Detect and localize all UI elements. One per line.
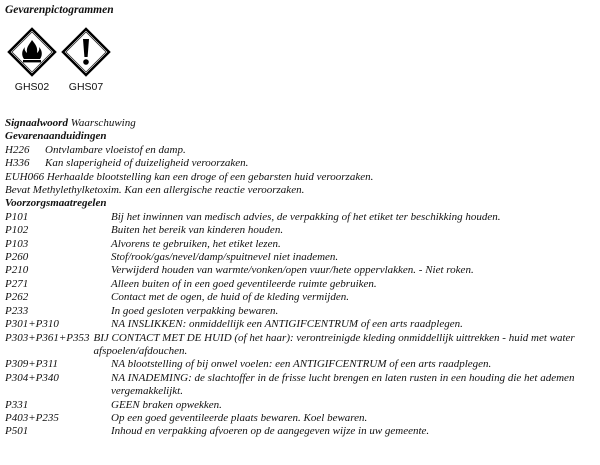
pictogram-group — [5, 27, 595, 117]
signal-word-label: Signaalwoord — [5, 117, 68, 129]
pictogram-code: GHS07 — [68, 81, 104, 93]
precaution-code: P103 — [5, 237, 29, 250]
pictogram-code: GHS02 — [14, 81, 50, 93]
precaution-text: Op een goed geventileerde plaats bewaren. Koel bewaren. — [111, 411, 368, 424]
pictogram-ghs07 — [61, 27, 111, 93]
precaution-statement — [5, 358, 595, 371]
precautions-heading: Voorzorgsmaatregelen — [5, 197, 107, 210]
precaution-code: P262 — [5, 291, 29, 304]
hazard-statement — [5, 144, 595, 157]
hazards-heading: Gevarenaanduidingen — [5, 130, 107, 143]
precaution-code: P403+P235 — [5, 411, 59, 424]
safety-label-document — [5, 4, 595, 439]
precaution-text: In goed gesloten verpakking bewaren. — [111, 304, 279, 317]
precaution-code: P260 — [5, 251, 29, 264]
precaution-code: P210 — [5, 264, 29, 277]
hazard-statement — [5, 157, 595, 170]
precaution-statement — [5, 318, 595, 331]
exclamation-mark-icon — [61, 27, 111, 77]
precaution-code: P101 — [5, 210, 29, 223]
precaution-text: Verwijderd houden van warmte/vonken/open vuur/hete oppervlakken. - Niet roken. — [111, 264, 474, 277]
precaution-code: P271 — [5, 277, 29, 290]
precaution-statement — [5, 238, 595, 251]
hazard-extra: EUH066 Herhaalde blootstelling kan een droge of een gebarsten huid veroorzaken. — [5, 170, 374, 183]
signal-word — [5, 117, 595, 130]
precaution-code: P501 — [5, 425, 29, 438]
precaution-statement — [5, 305, 595, 318]
precaution-text: BIJ CONTACT MET DE HUID (of het haar): verontreinigde kleding onmiddellijk uittrekken - huid met water afspoelen/afdouchen. — [93, 331, 575, 357]
hazard-code: H226 — [5, 143, 30, 156]
precaution-text: NA blootstelling of bij onwel voelen: een ANTIGIFCENTRUM of een arts raadplegen. — [111, 358, 492, 371]
precaution-code: P102 — [5, 224, 29, 237]
pictograms-heading: Gevarenpictogrammen — [5, 4, 114, 16]
hazard-text: Kan slaperigheid of duizeligheid veroorzaken. — [45, 157, 249, 170]
precaution-statement — [5, 399, 595, 412]
precaution-statement — [5, 291, 595, 304]
precaution-code: P233 — [5, 304, 29, 317]
pictogram-ghs02 — [7, 27, 57, 93]
precaution-text: Contact met de ogen, de huid of de kleding vermijden. — [111, 291, 349, 304]
precaution-text: NA INADEMING: de slachtoffer in de frisse lucht brengen en laten rusten in een houding die het ademen vergemakkelijkt. — [111, 371, 575, 398]
precaution-text: Inhoud en verpakking afvoeren op de aangegeven wijze in uw gemeente. — [111, 425, 430, 438]
precaution-code: P331 — [5, 398, 29, 411]
precaution-text: Bij het inwinnen van medisch advies, de verpakking of het etiket ter beschikking houden. — [111, 210, 501, 223]
precaution-statement — [5, 211, 595, 224]
precaution-code: P301+P310 — [5, 318, 59, 331]
precaution-text: NA INSLIKKEN: onmiddellijk een ANTIGIFCENTRUM of een arts raadplegen. — [111, 318, 463, 331]
precaution-code: P309+P311 — [5, 358, 59, 371]
precaution-code: P304+P340 — [5, 371, 59, 384]
precaution-statement — [5, 251, 595, 264]
hazard-extra: Bevat Methylethylketoxim. Kan een allergische reactie veroorzaken. — [5, 184, 305, 197]
precaution-text: Buiten het bereik van kinderen houden. — [111, 224, 284, 237]
precaution-text: GEEN braken opwekken. — [111, 398, 222, 411]
hazard-code: H336 — [5, 157, 30, 170]
precaution-statement — [5, 332, 595, 359]
precaution-text: Alvorens te gebruiken, het etiket lezen. — [111, 237, 281, 250]
hazard-text: Ontvlambare vloeistof en damp. — [45, 143, 186, 156]
precaution-statement — [5, 412, 595, 425]
precaution-statement — [5, 224, 595, 237]
precaution-text: Stof/rook/gas/nevel/damp/spuitnevel niet inademen. — [111, 251, 339, 264]
precaution-code: P303+P361+P353 — [5, 331, 90, 344]
precaution-statement — [5, 425, 595, 438]
precaution-text: Alleen buiten of in een goed geventileerde ruimte gebruiken. — [111, 277, 377, 290]
precaution-statement — [5, 372, 595, 399]
signal-word-value: Waarschuwing — [70, 117, 136, 129]
precaution-statement — [5, 264, 595, 277]
flame-icon — [7, 27, 57, 77]
precaution-statement — [5, 278, 595, 291]
